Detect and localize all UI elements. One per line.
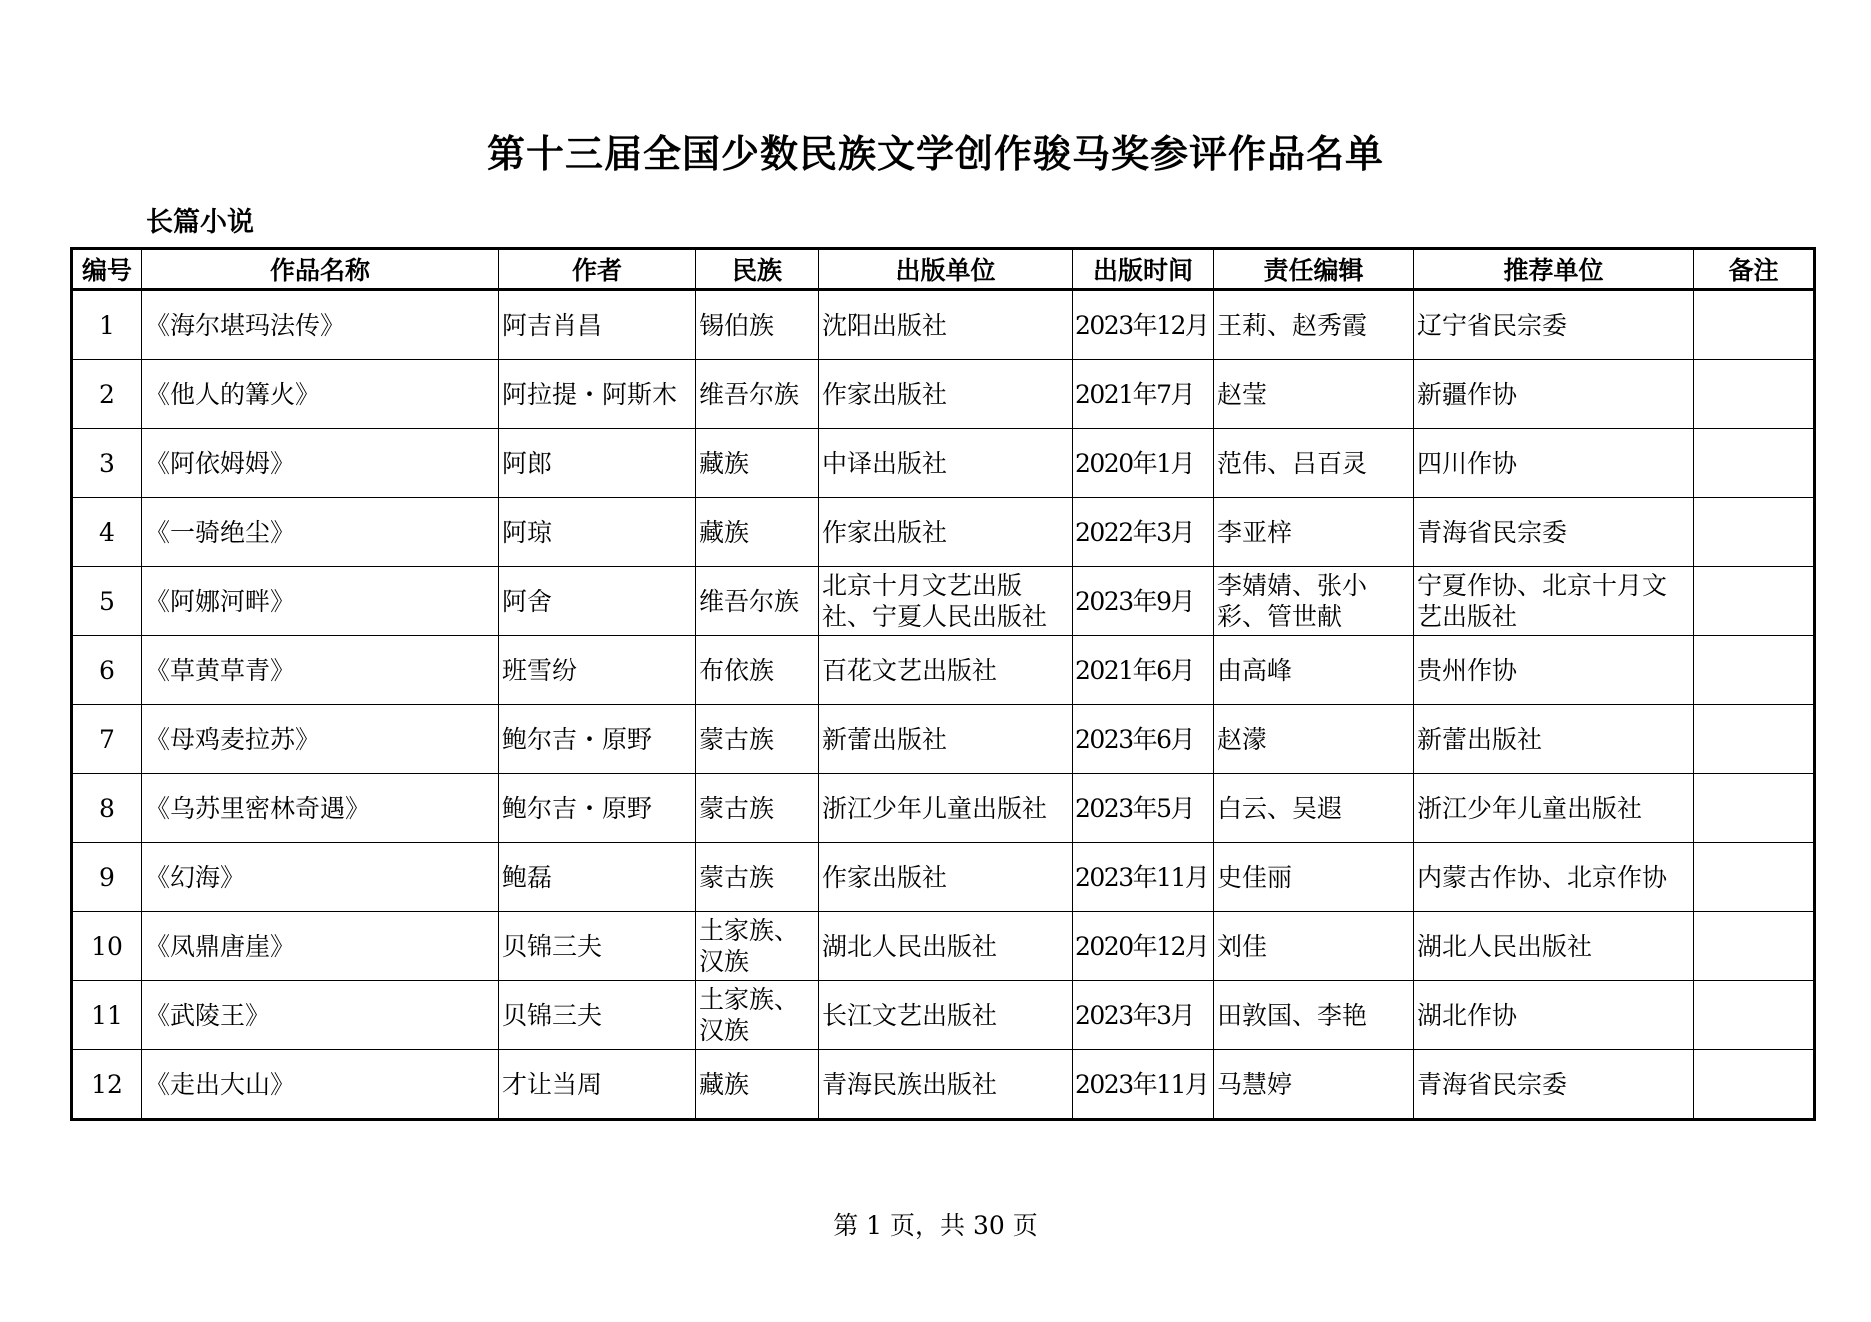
cell-recommender: 内蒙古作协、北京作协 (1414, 843, 1694, 912)
table-body (72, 290, 1815, 1120)
table-row (72, 498, 1815, 567)
cell-author: 鲍尔吉・原野 (499, 705, 696, 774)
cell-editor: 王莉、赵秀霞 (1214, 290, 1414, 360)
cell-author: 阿吉肖昌 (499, 290, 696, 360)
cell-title: 《乌苏里密林奇遇》 (142, 774, 499, 843)
table-row (72, 843, 1815, 912)
cell-ethnicity: 土家族、汉族 (696, 912, 819, 981)
cell-remarks (1694, 981, 1815, 1050)
cell-recommender: 湖北作协 (1414, 981, 1694, 1050)
table-row (72, 290, 1815, 360)
cell-recommender: 辽宁省民宗委 (1414, 290, 1694, 360)
cell-pub-date: 2021年7月 (1073, 360, 1214, 429)
table-row (72, 1050, 1815, 1120)
cell-recommender: 贵州作协 (1414, 636, 1694, 705)
cell-publisher: 湖北人民出版社 (819, 912, 1073, 981)
cell-author: 贝锦三夫 (499, 912, 696, 981)
cell-editor: 李婧婧、张小彩、管世献 (1214, 567, 1414, 636)
cell-recommender: 湖北人民出版社 (1414, 912, 1694, 981)
table-row (72, 912, 1815, 981)
cell-ethnicity: 锡伯族 (696, 290, 819, 360)
cell-publisher: 北京十月文艺出版社、宁夏人民出版社 (819, 567, 1073, 636)
cell-ethnicity: 维吾尔族 (696, 567, 819, 636)
works-table (70, 247, 1816, 1121)
cell-editor: 李亚梓 (1214, 498, 1414, 567)
cell-editor: 范伟、吕百灵 (1214, 429, 1414, 498)
cell-editor: 白云、吴遐 (1214, 774, 1414, 843)
cell-author: 班雪纷 (499, 636, 696, 705)
cell-number: 2 (72, 360, 142, 429)
page-title: 第十三届全国少数民族文学创作骏马奖参评作品名单 (486, 132, 1384, 176)
cell-editor: 田敦国、李艳 (1214, 981, 1414, 1050)
cell-editor: 赵莹 (1214, 360, 1414, 429)
cell-number: 7 (72, 705, 142, 774)
cell-recommender: 浙江少年儿童出版社 (1414, 774, 1694, 843)
table-row (72, 360, 1815, 429)
cell-editor: 由高峰 (1214, 636, 1414, 705)
cell-author: 阿琼 (499, 498, 696, 567)
cell-publisher: 作家出版社 (819, 498, 1073, 567)
table-row (72, 429, 1815, 498)
cell-number: 11 (72, 981, 142, 1050)
cell-recommender: 新疆作协 (1414, 360, 1694, 429)
cell-title: 《他人的篝火》 (142, 360, 499, 429)
cell-pub-date: 2020年12月 (1073, 912, 1214, 981)
cell-number: 6 (72, 636, 142, 705)
cell-title: 《海尔堪玛法传》 (142, 290, 499, 360)
cell-number: 10 (72, 912, 142, 981)
cell-ethnicity: 蒙古族 (696, 705, 819, 774)
cell-publisher: 百花文艺出版社 (819, 636, 1073, 705)
header-col-pub-date: 出版时间 (1073, 249, 1214, 290)
cell-publisher: 浙江少年儿童出版社 (819, 774, 1073, 843)
cell-pub-date: 2023年6月 (1073, 705, 1214, 774)
cell-publisher: 沈阳出版社 (819, 290, 1073, 360)
page-number: 第 1 页，共 30 页 (833, 1211, 1038, 1240)
table-row (72, 705, 1815, 774)
cell-number: 3 (72, 429, 142, 498)
cell-author: 鲍尔吉・原野 (499, 774, 696, 843)
cell-recommender: 青海省民宗委 (1414, 498, 1694, 567)
header-col-remarks: 备注 (1694, 249, 1815, 290)
cell-pub-date: 2023年5月 (1073, 774, 1214, 843)
header-col-title: 作品名称 (142, 249, 499, 290)
cell-number: 4 (72, 498, 142, 567)
cell-pub-date: 2023年9月 (1073, 567, 1214, 636)
cell-editor: 马慧婷 (1214, 1050, 1414, 1120)
header-col-editor: 责任编辑 (1214, 249, 1414, 290)
cell-remarks (1694, 498, 1815, 567)
cell-pub-date: 2021年6月 (1073, 636, 1214, 705)
header-col-ethnicity: 民族 (696, 249, 819, 290)
cell-title: 《阿娜河畔》 (142, 567, 499, 636)
cell-publisher: 青海民族出版社 (819, 1050, 1073, 1120)
table-row (72, 774, 1815, 843)
cell-number: 9 (72, 843, 142, 912)
cell-remarks (1694, 360, 1815, 429)
cell-title: 《一骑绝尘》 (142, 498, 499, 567)
cell-author: 贝锦三夫 (499, 981, 696, 1050)
cell-ethnicity: 蒙古族 (696, 774, 819, 843)
cell-ethnicity: 布依族 (696, 636, 819, 705)
cell-title: 《母鸡麦拉苏》 (142, 705, 499, 774)
cell-pub-date: 2023年3月 (1073, 981, 1214, 1050)
cell-title: 《幻海》 (142, 843, 499, 912)
cell-title: 《阿依姆姆》 (142, 429, 499, 498)
cell-publisher: 长江文艺出版社 (819, 981, 1073, 1050)
cell-remarks (1694, 1050, 1815, 1120)
cell-remarks (1694, 843, 1815, 912)
cell-author: 阿拉提・阿斯木 (499, 360, 696, 429)
cell-title: 《草黄草青》 (142, 636, 499, 705)
cell-ethnicity: 维吾尔族 (696, 360, 819, 429)
cell-pub-date: 2023年11月 (1073, 1050, 1214, 1120)
cell-editor: 赵濛 (1214, 705, 1414, 774)
cell-publisher: 作家出版社 (819, 360, 1073, 429)
cell-title: 《凤鼎唐崖》 (142, 912, 499, 981)
table-row (72, 636, 1815, 705)
cell-remarks (1694, 774, 1815, 843)
cell-remarks (1694, 429, 1815, 498)
cell-recommender: 四川作协 (1414, 429, 1694, 498)
cell-pub-date: 2022年3月 (1073, 498, 1214, 567)
cell-ethnicity: 藏族 (696, 1050, 819, 1120)
cell-recommender: 新蕾出版社 (1414, 705, 1694, 774)
cell-author: 鲍磊 (499, 843, 696, 912)
cell-ethnicity: 蒙古族 (696, 843, 819, 912)
cell-ethnicity: 藏族 (696, 498, 819, 567)
cell-pub-date: 2023年11月 (1073, 843, 1214, 912)
cell-publisher: 中译出版社 (819, 429, 1073, 498)
cell-number: 8 (72, 774, 142, 843)
cell-remarks (1694, 290, 1815, 360)
cell-number: 1 (72, 290, 142, 360)
cell-publisher: 作家出版社 (819, 843, 1073, 912)
cell-number: 12 (72, 1050, 142, 1120)
cell-title: 《走出大山》 (142, 1050, 499, 1120)
cell-ethnicity: 藏族 (696, 429, 819, 498)
cell-number: 5 (72, 567, 142, 636)
table-row (72, 981, 1815, 1050)
header-col-number: 编号 (72, 249, 142, 290)
cell-editor: 史佳丽 (1214, 843, 1414, 912)
cell-author: 阿郎 (499, 429, 696, 498)
table-row (72, 567, 1815, 636)
cell-title: 《武陵王》 (142, 981, 499, 1050)
cell-pub-date: 2020年1月 (1073, 429, 1214, 498)
cell-ethnicity: 土家族、汉族 (696, 981, 819, 1050)
cell-author: 阿舍 (499, 567, 696, 636)
table-header-row (72, 249, 1815, 290)
cell-recommender: 宁夏作协、北京十月文艺出版社 (1414, 567, 1694, 636)
cell-remarks (1694, 705, 1815, 774)
cell-remarks (1694, 636, 1815, 705)
cell-publisher: 新蕾出版社 (819, 705, 1073, 774)
header-col-author: 作者 (499, 249, 696, 290)
cell-recommender: 青海省民宗委 (1414, 1050, 1694, 1120)
cell-editor: 刘佳 (1214, 912, 1414, 981)
cell-remarks (1694, 567, 1815, 636)
cell-remarks (1694, 912, 1815, 981)
section-heading: 长篇小说 (146, 207, 254, 238)
cell-author: 才让当周 (499, 1050, 696, 1120)
header-col-publisher: 出版单位 (819, 249, 1073, 290)
cell-pub-date: 2023年12月 (1073, 290, 1214, 360)
header-col-recommender: 推荐单位 (1414, 249, 1694, 290)
